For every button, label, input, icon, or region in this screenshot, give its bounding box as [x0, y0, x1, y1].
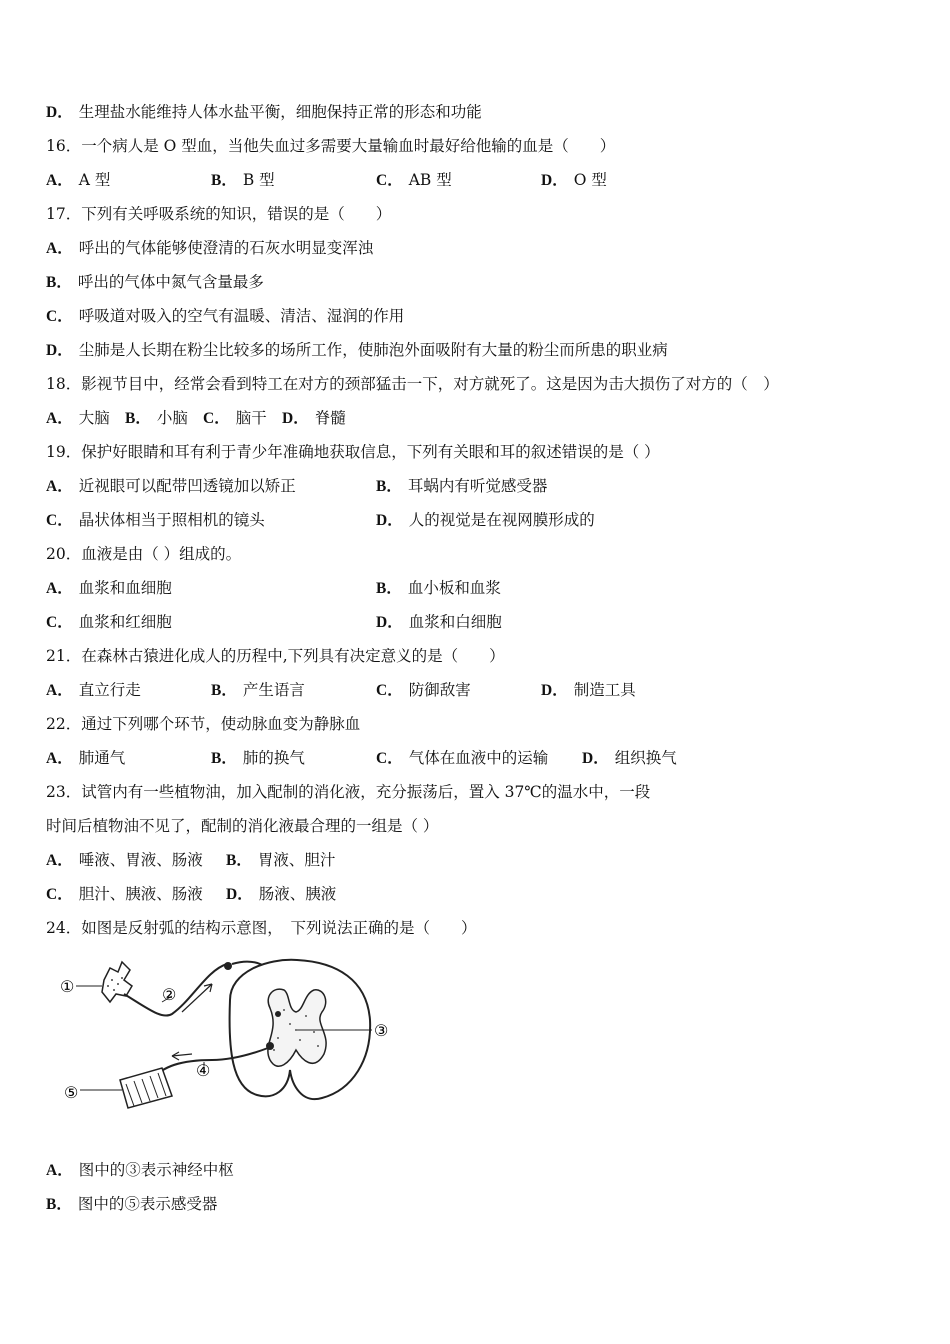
- q16-option-a: [46, 170, 110, 191]
- option-label: D．: [282, 410, 309, 427]
- ganglion: [224, 962, 232, 970]
- option-text: 呼出的气体能够使澄清的石灰水明显变浑浊: [78, 239, 374, 257]
- option-text: 生理盐水能维持人体水盐平衡，细胞保持正常的形态和功能: [78, 103, 482, 121]
- option-text: 产生语言: [242, 681, 305, 699]
- option-label: B．: [211, 172, 237, 189]
- option-text: 胃液、胆汁: [257, 851, 336, 869]
- q17-stem: 17．下列有关呼吸系统的知识，错误的是（ ）: [46, 205, 392, 223]
- option-label: B．: [125, 410, 151, 427]
- q16-option-d: [541, 170, 607, 191]
- q16-stem: 16．一个病人是 O 型血，当他失血过多需要大量输血时最好给他输的血是（ ）: [46, 137, 616, 155]
- option-text: 肠液、胰液: [258, 885, 337, 903]
- option-label: D．: [226, 886, 253, 903]
- option-text: 晶状体相当于照相机的镜头: [78, 511, 265, 529]
- q16-option-b: [211, 170, 275, 191]
- option-text: 图中的③表示神经中枢: [78, 1161, 234, 1179]
- option-text: 防御敌害: [408, 681, 471, 699]
- q21-option-d: [541, 680, 636, 701]
- reflex-arc-diagram: [52, 950, 412, 1130]
- q23-stem-line1: 23．试管内有一些植物油，加入配制的消化液，充分振荡后，置入 37℃的温水中，一段: [46, 783, 651, 801]
- option-label: A．: [46, 1162, 73, 1179]
- option-label: C．: [46, 614, 73, 631]
- q17-option-a: [46, 238, 373, 259]
- label-2: ②: [162, 985, 177, 1004]
- q20-option-a: [46, 578, 172, 599]
- q21-option-c: [376, 680, 471, 701]
- q17-option-b: [46, 272, 264, 293]
- option-label: A．: [46, 240, 73, 257]
- option-label: A．: [46, 410, 73, 427]
- option-text: 血浆和血细胞: [78, 579, 172, 597]
- option-label: B．: [211, 682, 237, 699]
- q18-stem: 18．影视节目中，经常会看到特工在对方的颈部猛击一下，对方就死了。这是因为击大损伤了对方的（ ）: [46, 375, 779, 393]
- option-text: O 型: [573, 171, 607, 189]
- option-label: B．: [211, 750, 237, 767]
- interneuron-body: [275, 1011, 281, 1017]
- option-text: 血小板和血浆: [407, 579, 501, 597]
- option-label: A．: [46, 580, 73, 597]
- q24-stem: 24．如图是反射弧的结构示意图， 下列说法正确的是（ ）: [46, 919, 477, 937]
- q23-option-c: [46, 884, 203, 905]
- q24-option-b: [46, 1194, 217, 1215]
- q19-stem: 19．保护好眼睛和耳有利于青少年准确地获取信息，下列有关眼和耳的叙述错误的是（ ）: [46, 443, 660, 461]
- option-label: A．: [46, 750, 73, 767]
- option-text: 脊髓: [314, 409, 346, 427]
- option-label: B．: [46, 1196, 72, 1213]
- q16-option-c: [376, 170, 452, 191]
- option-label: A．: [46, 852, 73, 869]
- option-text: 唾液、胃液、肠液: [78, 851, 203, 869]
- option-label: D．: [46, 342, 73, 359]
- option-text: 肺通气: [78, 749, 126, 767]
- option-text: 呼吸道对吸入的空气有温暖、清洁、湿润的作用: [78, 307, 405, 325]
- q22-option-c: [376, 748, 548, 769]
- option-label: C．: [203, 410, 230, 427]
- option-text: 呼出的气体中氮气含量最多: [77, 273, 264, 291]
- q20-stem: 20．血液是由（ ）组成的。: [46, 545, 242, 563]
- q21-option-b: [211, 680, 305, 701]
- q17-option-d: [46, 340, 668, 361]
- option-text: 耳蜗内有听觉感受器: [407, 477, 548, 495]
- q17-option-c: [46, 306, 404, 327]
- option-label: B．: [226, 852, 252, 869]
- q22-option-b: [211, 748, 305, 769]
- q18-option-a: [46, 408, 110, 429]
- q20-option-d: [376, 612, 502, 633]
- q20-option-b: [376, 578, 501, 599]
- option-text: 图中的⑤表示感受器: [77, 1195, 218, 1213]
- q18-option-c: [203, 408, 267, 429]
- option-text: B 型: [242, 171, 275, 189]
- option-text: 尘肺是人长期在粉尘比较多的场所工作，使肺泡外面吸附有大量的粉尘而所患的职业病: [78, 341, 668, 359]
- option-label: B．: [376, 478, 402, 495]
- option-label: D．: [376, 614, 403, 631]
- option-label: D．: [541, 172, 568, 189]
- q24-option-a: [46, 1160, 234, 1181]
- option-label: D．: [582, 750, 609, 767]
- q20-option-c: [46, 612, 172, 633]
- option-label: C．: [376, 172, 403, 189]
- option-text: 直立行走: [78, 681, 141, 699]
- q22-stem: 22．通过下列哪个环节，使动脉血变为静脉血: [46, 715, 361, 733]
- label-1: ①: [60, 977, 75, 996]
- option-text: 肺的换气: [242, 749, 305, 767]
- option-text: AB 型: [408, 171, 452, 189]
- option-label: C．: [376, 750, 403, 767]
- q22-option-a: [46, 748, 125, 769]
- option-text: 大脑: [78, 409, 110, 427]
- q22-option-d: [582, 748, 677, 769]
- label-3: ③: [374, 1021, 389, 1040]
- label-4: ④: [196, 1061, 211, 1080]
- option-label: A．: [46, 478, 73, 495]
- option-label: C．: [46, 512, 73, 529]
- q19-option-d: [376, 510, 595, 531]
- option-text: 胆汁、胰液、肠液: [78, 885, 203, 903]
- q15-option-d: [46, 102, 482, 123]
- option-text: 近视眼可以配带凹透镜加以矫正: [78, 477, 296, 495]
- option-text: 小脑: [156, 409, 188, 427]
- option-label: C．: [46, 886, 73, 903]
- q21-option-a: [46, 680, 141, 701]
- q23-stem-line2: 时间后植物油不见了，配制的消化液最合理的一组是（ ）: [46, 817, 439, 835]
- option-text: 人的视觉是在视网膜形成的: [408, 511, 595, 529]
- option-text: 制造工具: [573, 681, 636, 699]
- q18-option-b: [125, 408, 188, 429]
- option-text: 气体在血液中的运输: [408, 749, 549, 767]
- q19-option-a: [46, 476, 296, 497]
- option-label: A．: [46, 172, 73, 189]
- q18-option-d: [282, 408, 346, 429]
- option-text: 血浆和白细胞: [408, 613, 502, 631]
- q23-option-a: [46, 850, 203, 871]
- option-label: A．: [46, 682, 73, 699]
- option-text: 血浆和红细胞: [78, 613, 172, 631]
- q19-option-c: [46, 510, 265, 531]
- option-label: D．: [376, 512, 403, 529]
- option-text: A 型: [78, 171, 111, 189]
- option-label: D．: [46, 104, 73, 121]
- option-label: B．: [376, 580, 402, 597]
- option-label: D．: [541, 682, 568, 699]
- q23-option-d: [226, 884, 336, 905]
- option-label: B．: [46, 274, 72, 291]
- label-5: ⑤: [64, 1083, 79, 1102]
- option-text: 脑干: [235, 409, 267, 427]
- option-label: C．: [46, 308, 73, 325]
- q19-option-b: [376, 476, 547, 497]
- option-text: 组织换气: [614, 749, 677, 767]
- q23-option-b: [226, 850, 335, 871]
- option-label: C．: [376, 682, 403, 699]
- q21-stem: 21．在森林古猿进化成人的历程中,下列具有决定意义的是（ ）: [46, 647, 505, 665]
